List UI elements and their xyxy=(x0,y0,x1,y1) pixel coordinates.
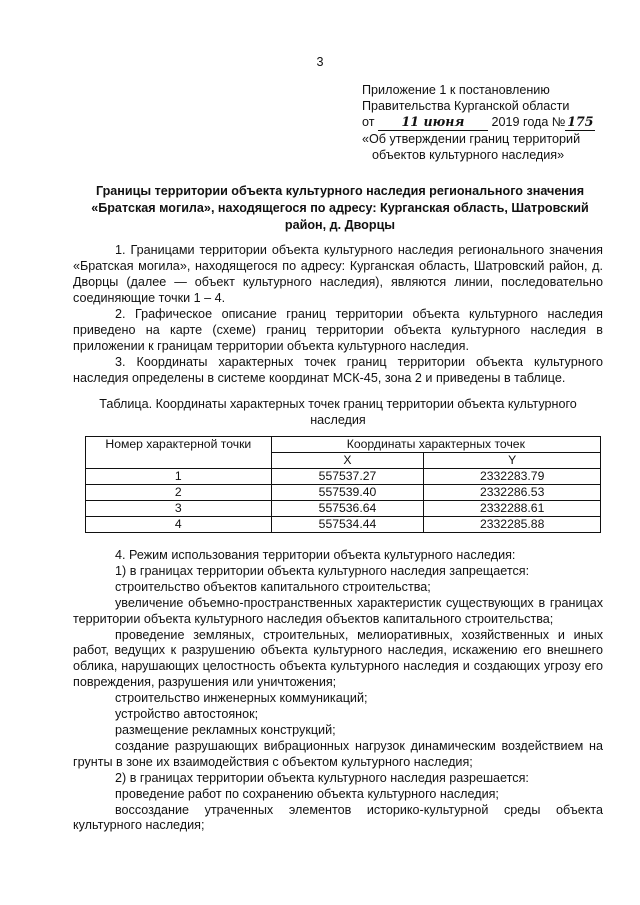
coord-x: 557536.64 xyxy=(271,501,424,517)
table-row xyxy=(86,501,601,517)
point-number: 3 xyxy=(86,501,272,517)
point-number: 2 xyxy=(86,485,272,501)
coord-y: 2332288.61 xyxy=(424,501,601,517)
appendix-date-line xyxy=(362,114,595,131)
document-title: Границы территории объекта культурного наследия регионального значения «Братская могила», находящегося по адресу: Курганская область, Шатровский район, д. Дворцы xyxy=(91,184,589,232)
point-number: 4 xyxy=(86,517,272,533)
coord-y: 2332285.88 xyxy=(424,517,601,533)
handwritten-date: 11 июня xyxy=(378,114,488,131)
regime-item: строительство объектов капитального строительства; xyxy=(115,579,431,594)
coord-x: 557539.40 xyxy=(271,485,424,501)
paragraph-3: 3. Координаты характерных точек границ территории объекта культурного наследия определены в системе координат МСК-45, зона 2 и приведены в таблице. xyxy=(73,355,603,385)
header-x: X xyxy=(271,453,424,469)
coord-y: 2332283.79 xyxy=(424,469,601,485)
regime-item: проведение земляных, строительных, мелиоративных, хозяйственных и иных работ, ведущих к разрушению объекта культурного наследия, искажению его внешнего облика, нарушающих целостность объекта культурного наследия и создающих угрозу его повреждения, разрушения или уничтожения; xyxy=(73,627,603,690)
regime-item: проведение работ по сохранению объекта культурного наследия; xyxy=(115,786,499,801)
appendix-from-prefix: от xyxy=(362,115,375,129)
regime-item: строительство инженерных коммуникаций; xyxy=(115,691,368,706)
regime-item: размещение рекламных конструкций; xyxy=(115,722,336,737)
regime-item: 4. Режим использования территории объекта культурного наследия: xyxy=(115,548,516,562)
appendix-line-2: Правительства Курганской области xyxy=(362,99,570,113)
table-row xyxy=(86,517,601,533)
table-caption: Таблица. Координаты характерных точек границ территории объекта культурного наследия xyxy=(99,397,577,427)
table-row xyxy=(86,485,601,501)
header-y: Y xyxy=(424,453,601,469)
regime-item: увеличение объемно-пространственных характеристик существующих в границах территории объекта культурного наследия объектов капитального строительства; xyxy=(73,595,603,626)
intro-paragraphs xyxy=(73,242,603,386)
regime-item: 2) в границах территории объекта культурного наследия разрешается: xyxy=(115,770,529,785)
header-point-number: Номер характерной точки xyxy=(86,437,272,469)
paragraph-1: 1. Границами территории объекта культурного наследия регионального значения «Братская могила», находящегося по адресу: Курганская область, Шатровский район, д. Дворцы (далее — объект культурного наследия), являются линии, последовательно соединяющие точки 1 – 4. xyxy=(73,243,603,305)
header-coordinates: Координаты характерных точек xyxy=(271,437,600,453)
coordinates-table xyxy=(85,436,601,533)
appendix-line-4: «Об утверждении границ территорий xyxy=(362,132,581,146)
regime-list xyxy=(73,548,603,834)
appendix-line-5: объектов культурного наследия» xyxy=(372,148,565,162)
table-row xyxy=(86,469,601,485)
regime-item: воссоздание утраченных элементов историко-культурной среды объекта культурного наследия; xyxy=(73,802,603,833)
coord-y: 2332286.53 xyxy=(424,485,601,501)
handwritten-doc-number: 175 xyxy=(567,114,594,129)
appendix-line-1: Приложение 1 к постановлению xyxy=(362,83,550,97)
point-number: 1 xyxy=(86,469,272,485)
appendix-year-text: 2019 года № xyxy=(491,115,566,129)
appendix-block xyxy=(362,82,595,163)
coord-x: 557537.27 xyxy=(271,469,424,485)
paragraph-2: 2. Графическое описание границ территории объекта культурного наследия приведено на карте (схеме) границ территории объекта культурного наследия в приложении к границам территории объекта культурного наследия. xyxy=(73,307,603,353)
coord-x: 557534.44 xyxy=(271,517,424,533)
page-number: 3 xyxy=(316,55,324,69)
regime-item: устройство автостоянок; xyxy=(115,707,259,722)
regime-item: 1) в границах территории объекта культурного наследия запрещается: xyxy=(115,563,530,578)
regime-item: создание разрушающих вибрационных нагрузок динамическим воздействием на грунты в зоне их взаимодействия с объектом культурного наследия; xyxy=(73,738,603,769)
